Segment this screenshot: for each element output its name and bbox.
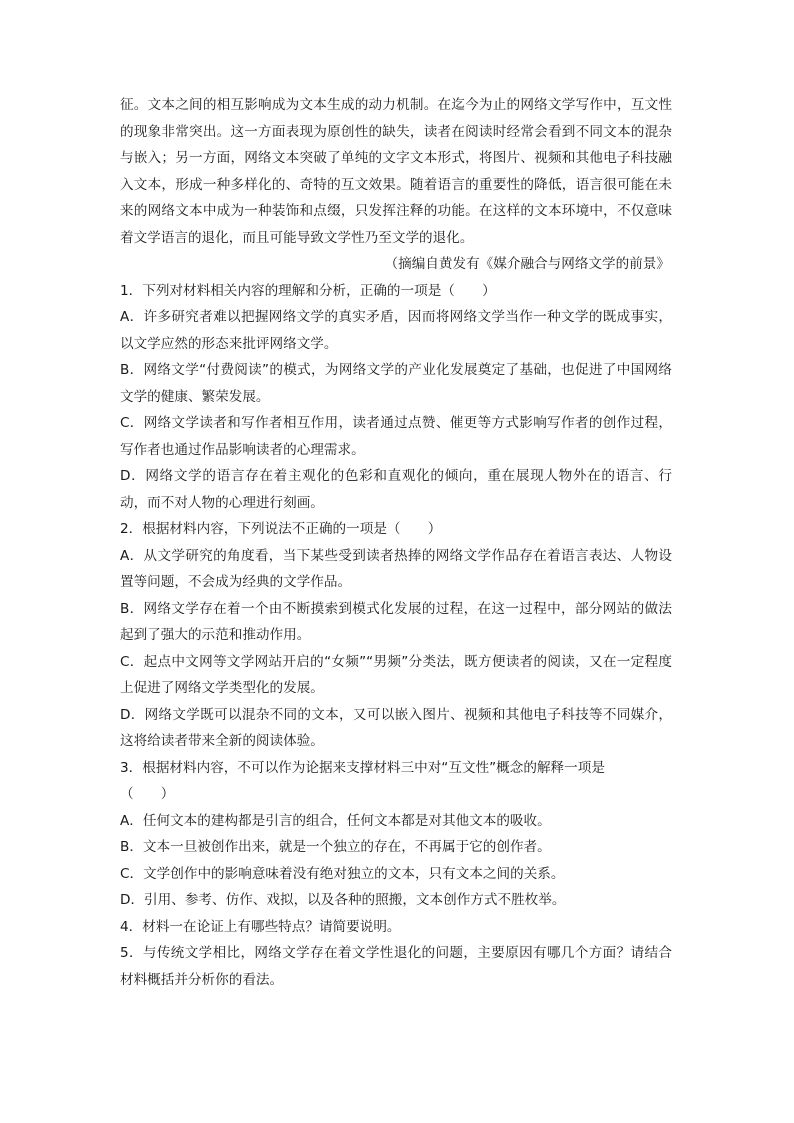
passage-source: （摘编自黄发有《媒介融合与网络文学的前景》 bbox=[384, 256, 670, 272]
question-5 bbox=[120, 940, 672, 993]
question-stem: 1．下列对材料相关内容的理解和分析，正确的一项是（ ） bbox=[120, 282, 496, 299]
option-a: A．任何文本的建构都是引言的组合，任何文本都是对其他文本的吸收。 bbox=[120, 812, 551, 829]
passage-paragraph: 征。文本之间的相互影响成为文本生成的动力机制。在迄今为止的网络文学写作中，互文性的现象非常突出。这一方面表现为原创性的缺失，读者在阅读时经常会看到不同文本的混杂与嵌入；另一方面，网络文本突破了单纯的文字文本形式，将图片、视频和其他电子科技融入文本，形成一种多样化的、奇特的互文效果。随着语言的重要性的降低，语言很可能在未来的网络文本中成为一种装饰和点缀，只发挥注释的功能。在这样的文本环境中，不仅意味着文学语言的退化，而且可能导致文学性乃至文学的退化。 bbox=[120, 97, 672, 246]
option-a: A．从文学研究的角度看，当下某些受到读者热捧的网络文学作品存在着语言表达、人物设置等问题，不会成为经典的文学作品。 bbox=[120, 547, 672, 590]
document-page bbox=[120, 92, 672, 993]
question-stem: 5．与传统文学相比，网络文学存在着文学性退化的问题，主要原因有哪几个方面？请结合材料概括并分析你的看法。 bbox=[120, 945, 672, 988]
question-2 bbox=[120, 516, 672, 755]
option-d: D．网络文学的语言存在着主观化的色彩和直观化的倾向，重在展现人物外在的语言、行动，而不对人物的心理进行刻画。 bbox=[120, 468, 672, 511]
option-c: C．起点中文网等文学网站开启的“女频”“男频”分类法，既方便读者的阅读，又在一定程度上促进了网络文学类型化的发展。 bbox=[120, 653, 672, 696]
question-stem: 4．材料一在论证上有哪些特点？请简要说明。 bbox=[120, 918, 401, 935]
option-c: C．文学创作中的影响意味着没有绝对独立的文本，只有文本之间的关系。 bbox=[120, 865, 565, 882]
question-stem: 2．根据材料内容，下列说法不正确的一项是（ ） bbox=[120, 521, 442, 537]
option-d: D．引用、参考、仿作、戏拟，以及各种的照搬，文本创作方式不胜枚举。 bbox=[120, 892, 566, 908]
option-a: A．许多研究者难以把握网络文学的真实矛盾，因而将网络文学当作一种文学的既成事实，以文学应然的形态来批评网络文学。 bbox=[120, 309, 672, 352]
option-b: B．网络文学“付费阅读”的模式，为网络文学的产业化发展奠定了基础，也促进了中国网络文学的健康、繁荣发展。 bbox=[120, 362, 672, 405]
reading-passage bbox=[120, 92, 672, 278]
question-4 bbox=[120, 914, 672, 941]
question-1 bbox=[120, 278, 672, 517]
option-d: D．网络文学既可以混杂不同的文本，又可以嵌入图片、视频和其他电子科技等不同媒介，这将给读者带来全新的阅读体验。 bbox=[120, 706, 672, 749]
option-b: B．网络文学存在着一个由不断摸索到模式化发展的过程，在这一过程中，部分网站的做法起到了强大的示范和推动作用。 bbox=[120, 600, 672, 643]
option-b: B．文本一旦被创作出来，就是一个独立的存在，不再属于它的创作者。 bbox=[120, 839, 551, 855]
option-c: C．网络文学读者和写作者相互作用，读者通过点赞、催更等方式影响写作者的创作过程，写作者也通过作品影响读者的心理需求。 bbox=[120, 415, 672, 458]
answer-blank: （ ） bbox=[120, 786, 175, 802]
question-3 bbox=[120, 755, 672, 914]
question-stem: 3．根据材料内容，不可以作为论据来支撑材料三中对“互文性”概念的解释一项是 bbox=[120, 759, 605, 776]
